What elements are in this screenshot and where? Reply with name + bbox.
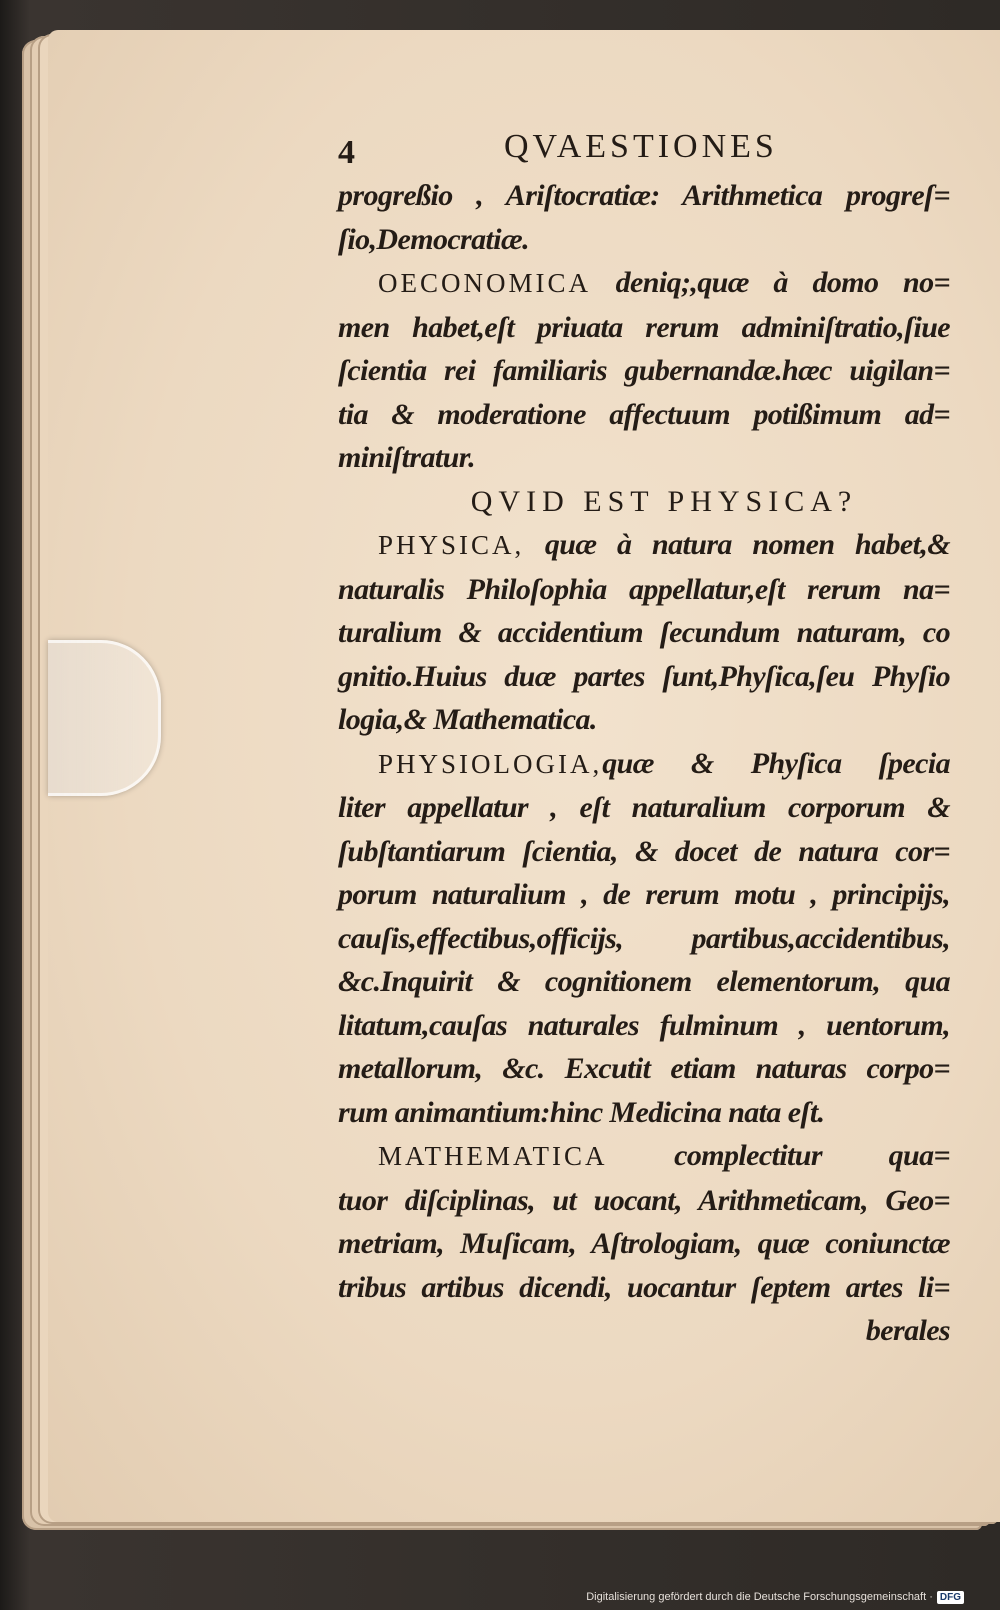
line-text: rum animantium:hinc Medicina nata eſt. <box>338 1095 825 1129</box>
small-caps-term: OECONOMICA <box>378 268 592 298</box>
text-line <box>338 611 950 655</box>
text-line <box>338 1004 950 1048</box>
line-text: metallorum, &c. Excutit etiam naturas corpo= <box>338 1052 950 1085</box>
credit-text: Digitalisierung gefördert durch die Deutsche Forschungsgemeinschaft · <box>586 1591 933 1603</box>
line-text: litatum,cauſas naturales fulminum , uentorum, <box>338 1008 950 1042</box>
text-line <box>338 349 950 393</box>
page-number: 4 <box>338 134 355 171</box>
dfg-logo: DFG <box>937 1591 964 1604</box>
page-clip <box>48 640 161 796</box>
line-text: ſcientia rei familiaris gubernandæ.hæc uigilan= <box>338 354 950 387</box>
text-line <box>338 218 950 262</box>
text-line <box>338 786 950 830</box>
line-text: ſubſtantiarum ſcientia, & docet de natura cor= <box>338 834 950 868</box>
text-body <box>338 174 950 1353</box>
text-line <box>338 873 950 917</box>
text-line <box>338 830 950 874</box>
text-line <box>338 306 950 350</box>
line-text: logia,& Mathematica. <box>338 703 597 736</box>
line-text: quæ à natura nomen habet,& <box>524 528 950 561</box>
page-text <box>338 120 950 1353</box>
text-line <box>338 436 950 480</box>
line-text: cauſis,effectibus,officijs, partibus,accidentibus, <box>338 921 950 955</box>
text-line <box>338 655 950 699</box>
text-line <box>338 1222 950 1266</box>
line-text: berales <box>865 1314 950 1347</box>
line-text: naturalis Philoſophia appellatur,eſt rerum na= <box>338 572 950 606</box>
text-line <box>338 1179 950 1223</box>
text-line <box>338 174 950 218</box>
line-text: porum naturalium , de rerum motu , principijs, <box>338 878 950 911</box>
text-line <box>338 1309 950 1353</box>
text-line <box>338 393 950 437</box>
section-heading: QVID EST PHYSICA? <box>470 484 858 518</box>
line-text: &c.Inquirit & cognitionem elementorum, qua <box>338 965 950 998</box>
text-line <box>338 568 950 612</box>
text-line <box>338 960 950 1004</box>
text-line <box>338 742 950 787</box>
small-caps-term: PHYSICA, <box>378 530 525 560</box>
line-text: ſio,Democratiæ. <box>338 222 529 256</box>
running-title: QVAESTIONES <box>504 128 778 165</box>
line-text: tribus artibus dicendi, uocantur ſeptem artes li= <box>338 1270 950 1304</box>
text-line <box>338 917 950 961</box>
text-line <box>338 1091 950 1135</box>
running-head <box>338 120 950 174</box>
text-line <box>338 523 950 568</box>
line-text: metriam, Muſicam, Aſtrologiam, quæ coniunctæ <box>338 1227 950 1260</box>
line-text: complectitur qua= <box>607 1139 950 1172</box>
line-text: men habet,eſt priuata rerum adminiſtratio,ſiue <box>338 310 950 344</box>
text-line <box>338 261 950 306</box>
text-line <box>338 1134 950 1179</box>
line-text: tuor diſciplinas, ut uocant, Arithmeticam, Geo= <box>338 1183 950 1217</box>
line-text: deniq;,quæ à domo no= <box>591 266 950 299</box>
line-text: tia & moderatione affectuum potißimum ad= <box>338 397 950 431</box>
digitization-credit <box>586 1586 964 1608</box>
small-caps-term: PHYSIOLOGIA, <box>378 748 603 779</box>
line-text: progreßio , Ariſtocratiæ: Arithmetica progreſ= <box>338 179 950 212</box>
line-text: liter appellatur , eſt naturalium corporum & <box>338 791 950 824</box>
line-text: gnitio.Huius duæ partes ſunt,Phyſica,ſeu Phyſio <box>338 659 950 693</box>
small-caps-term: MATHEMATICA <box>378 1141 608 1171</box>
line-text: turalium & accidentium ſecundum naturam, co <box>338 616 950 649</box>
line-text: miniſtratur. <box>338 441 476 474</box>
text-line <box>338 698 950 742</box>
line-text: quæ & Phyſica ſpecia <box>602 746 950 780</box>
text-line <box>338 1266 950 1310</box>
text-line <box>338 1047 950 1091</box>
